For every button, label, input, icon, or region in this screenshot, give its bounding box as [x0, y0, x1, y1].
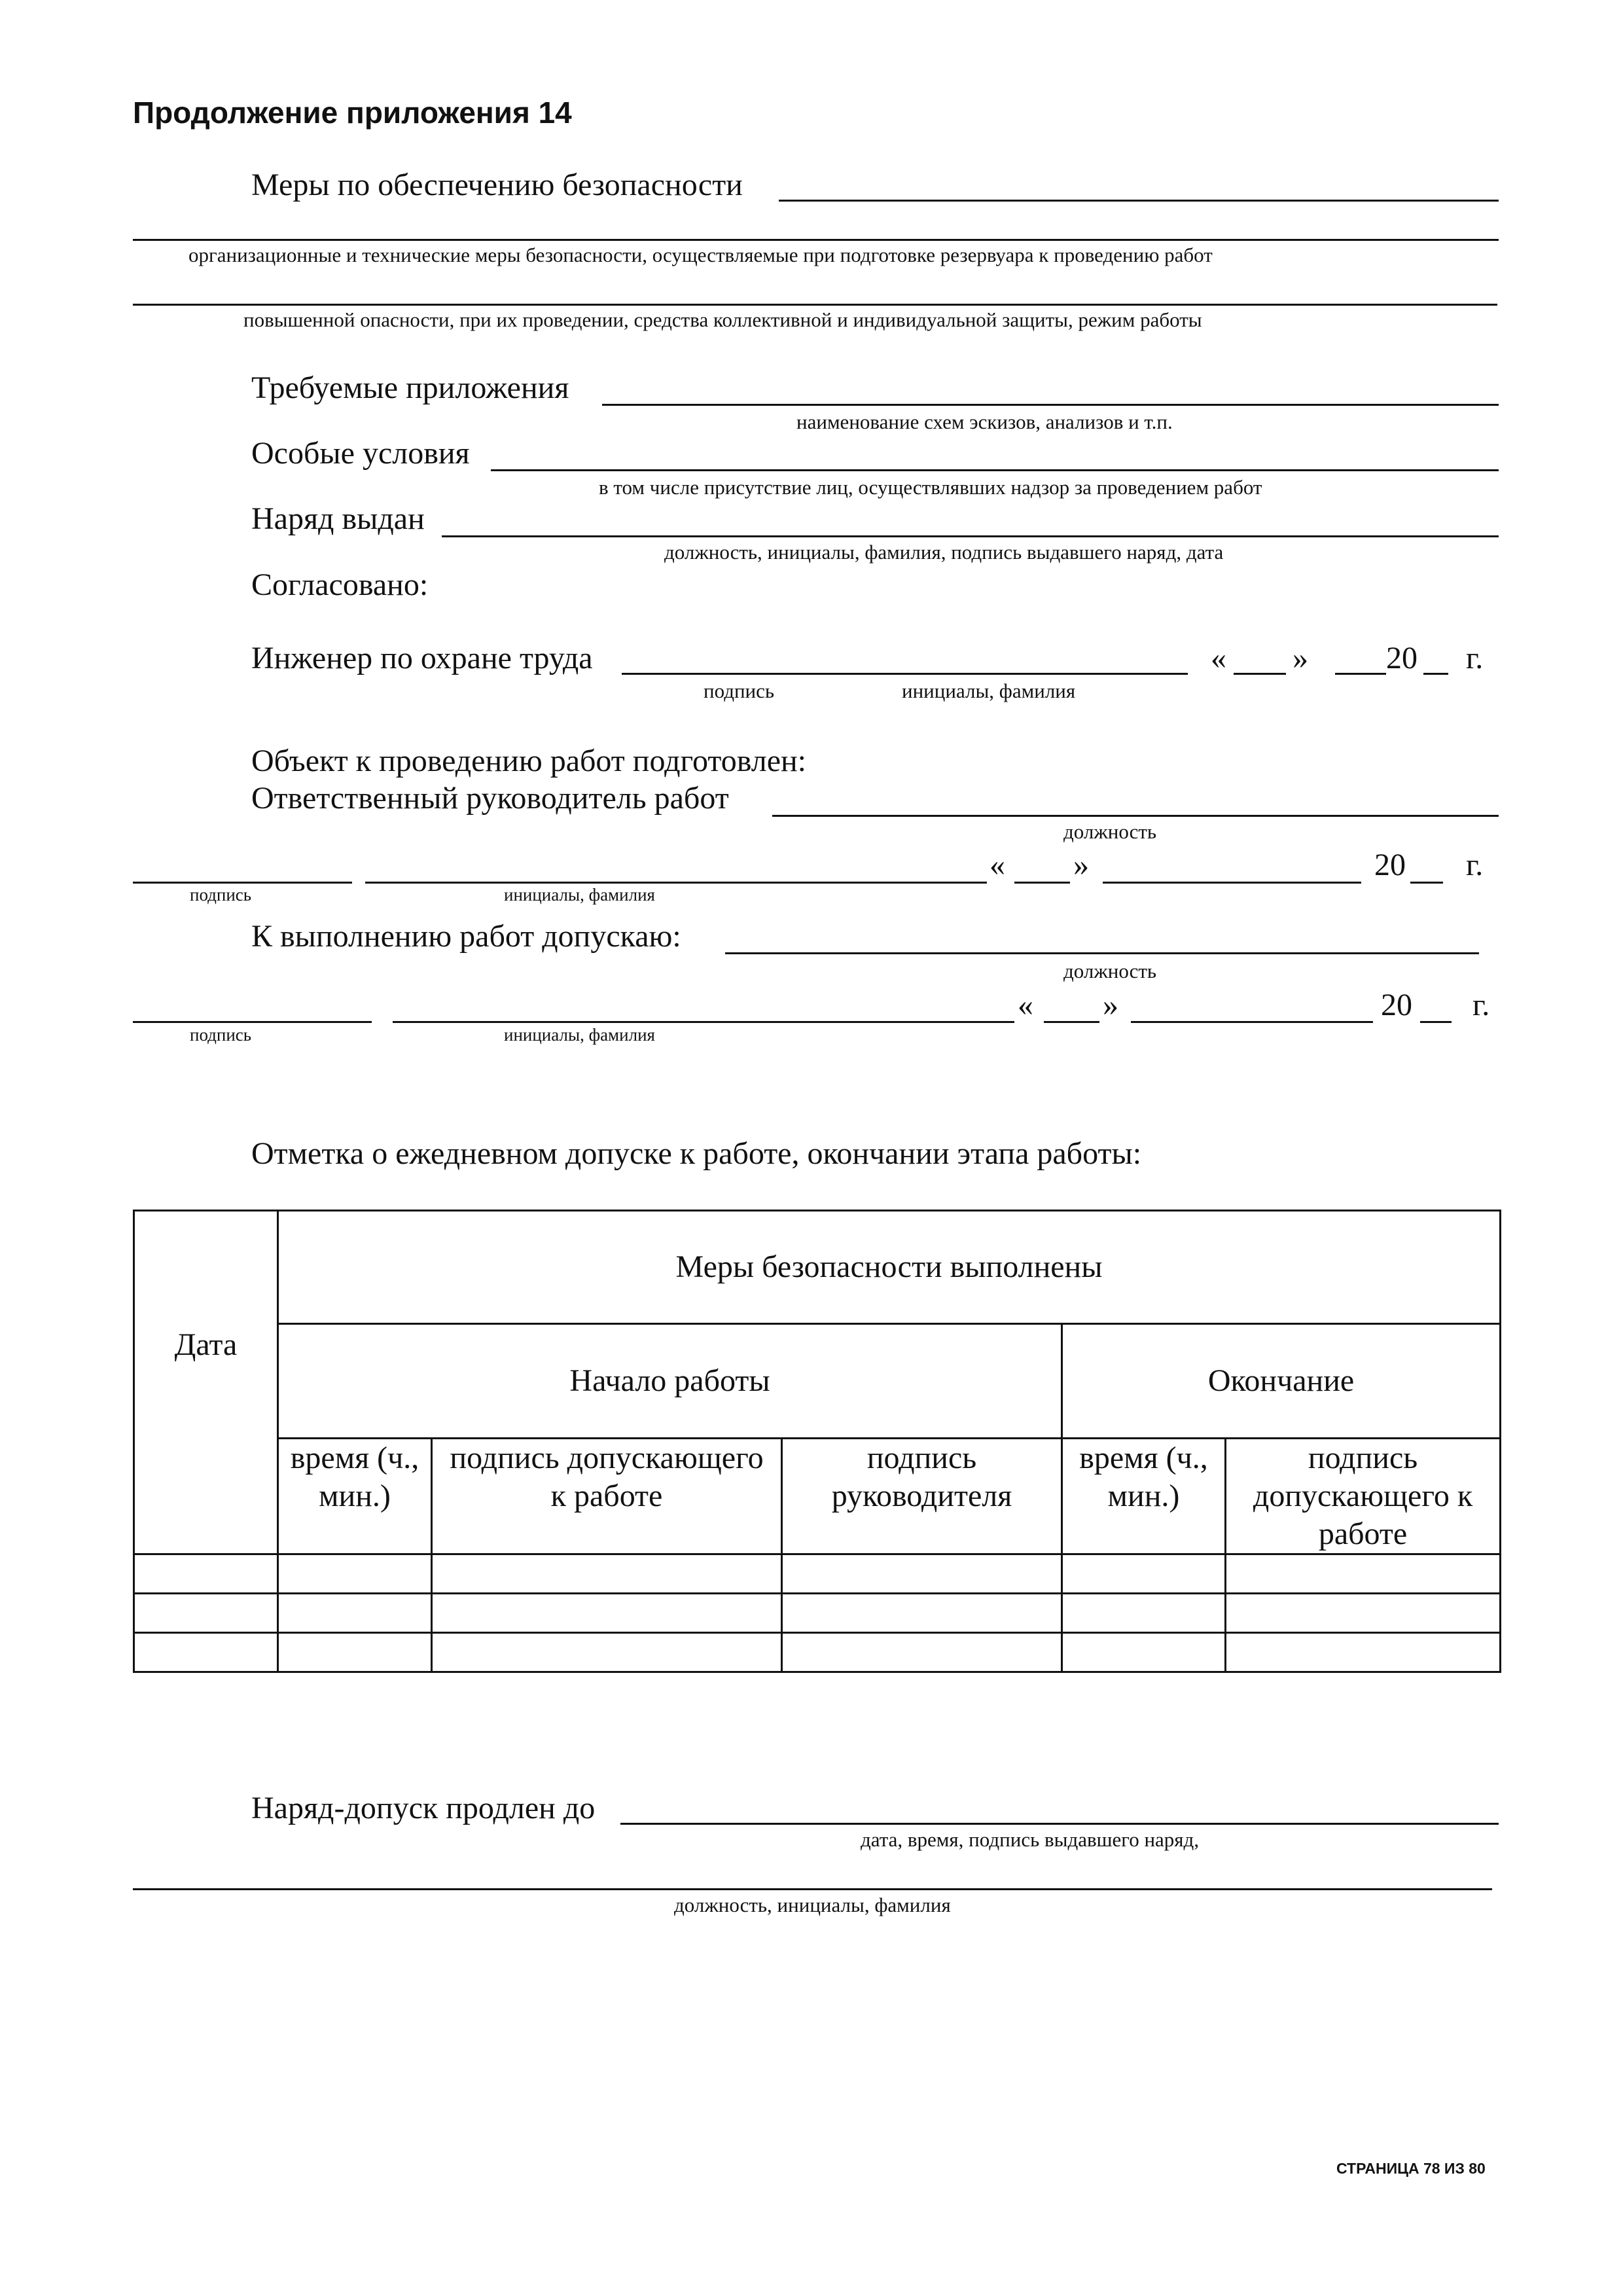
attachments-label: Требуемые приложения	[251, 370, 569, 405]
safety-caption-2: повышенной опасности, при их проведении, средства коллективной и индивидуальной защиты, режим работы	[243, 308, 1202, 331]
issued-line[interactable]	[442, 535, 1499, 537]
header-start-sign-head: подпись руководителя	[782, 1439, 1062, 1554]
engineer-year: 20	[1386, 641, 1418, 675]
cell-start-sign-admit[interactable]	[432, 1633, 782, 1672]
cell-start-time[interactable]	[278, 1633, 432, 1672]
cell-start-sign-admit[interactable]	[432, 1594, 782, 1633]
header-end-time: время (ч., мин.)	[1062, 1439, 1226, 1554]
table-row	[134, 1633, 1501, 1672]
prepared-day-line[interactable]	[1014, 882, 1070, 884]
engineer-year-line[interactable]	[1423, 673, 1448, 675]
engineer-quote-open: «	[1211, 641, 1226, 675]
table-row	[134, 1554, 1501, 1594]
safety-line-3[interactable]	[133, 304, 1497, 306]
prepared-quote-close: »	[1073, 848, 1089, 882]
issued-label: Наряд выдан	[251, 501, 425, 536]
admit-year-suffix: г.	[1472, 988, 1490, 1022]
table-row	[134, 1594, 1501, 1633]
header-date: Дата	[134, 1211, 278, 1554]
admit-month-line[interactable]	[1131, 1021, 1373, 1023]
cell-date[interactable]	[134, 1554, 278, 1594]
admit-quote-close: »	[1103, 988, 1118, 1022]
admit-day-line[interactable]	[1044, 1021, 1099, 1023]
prepared-label: Ответственный руководитель работ	[251, 781, 729, 816]
extended-line-1[interactable]	[620, 1823, 1499, 1825]
cell-date[interactable]	[134, 1594, 278, 1633]
admit-quote-open: «	[1018, 988, 1033, 1022]
special-conditions-label: Особые условия	[251, 436, 470, 471]
header-start-time: время (ч., мин.)	[278, 1439, 432, 1554]
safety-label: Меры по обеспечению безопасности	[251, 168, 743, 202]
safety-line-1[interactable]	[779, 200, 1499, 202]
admit-caption-name: инициалы, фамилия	[504, 1025, 655, 1045]
header-start: Начало работы	[278, 1324, 1062, 1439]
cell-end-sign-admit[interactable]	[1226, 1594, 1501, 1633]
prepared-name-line[interactable]	[365, 882, 987, 884]
prepared-year-line[interactable]	[1410, 882, 1443, 884]
admit-year: 20	[1381, 988, 1412, 1022]
engineer-year-suffix: г.	[1466, 641, 1484, 675]
cell-start-sign-head[interactable]	[782, 1633, 1062, 1672]
prepared-signature-line[interactable]	[133, 882, 352, 884]
daily-admission-table	[133, 1210, 1501, 1673]
extended-caption-2: должность, инициалы, фамилия	[674, 1893, 951, 1916]
issued-caption: должность, инициалы, фамилия, подпись выдавшего наряд, дата	[664, 541, 1224, 564]
engineer-caption-name: инициалы, фамилия	[902, 679, 1076, 702]
prepared-month-line[interactable]	[1103, 882, 1361, 884]
engineer-quote-close: »	[1293, 641, 1308, 675]
extended-label: Наряд-допуск продлен до	[251, 1791, 596, 1825]
prepared-caption-position: должность	[1063, 820, 1157, 843]
engineer-signature-line[interactable]	[622, 673, 1188, 675]
extended-line-2[interactable]	[133, 1888, 1492, 1890]
cell-end-sign-admit[interactable]	[1226, 1554, 1501, 1594]
prepared-caption-name: инициалы, фамилия	[504, 885, 655, 905]
attachments-line[interactable]	[602, 404, 1499, 406]
cell-date[interactable]	[134, 1633, 278, 1672]
cell-start-sign-admit[interactable]	[432, 1554, 782, 1594]
cell-start-time[interactable]	[278, 1554, 432, 1594]
special-conditions-line[interactable]	[491, 469, 1499, 471]
engineer-caption-signature: подпись	[704, 679, 775, 702]
engineer-label: Инженер по охране труда	[251, 641, 593, 675]
admit-year-line[interactable]	[1420, 1021, 1452, 1023]
admit-position-line[interactable]	[725, 952, 1479, 954]
admit-caption-signature: подпись	[190, 1025, 252, 1045]
cell-end-time[interactable]	[1062, 1633, 1226, 1672]
prepared-heading: Объект к проведению работ подготовлен:	[251, 744, 807, 778]
cell-start-sign-head[interactable]	[782, 1594, 1062, 1633]
extended-caption-1: дата, время, подпись выдавшего наряд,	[861, 1828, 1200, 1851]
prepared-caption-signature: подпись	[190, 885, 252, 905]
prepared-year-suffix: г.	[1466, 848, 1484, 882]
header-end: Окончание	[1062, 1324, 1501, 1439]
page-title: Продолжение приложения 14	[133, 96, 572, 130]
header-measures: Меры безопасности выполнены	[278, 1211, 1501, 1324]
prepared-position-line[interactable]	[772, 815, 1499, 817]
agreed-label: Согласовано:	[251, 567, 429, 602]
safety-line-2[interactable]	[133, 239, 1499, 241]
cell-end-sign-admit[interactable]	[1226, 1633, 1501, 1672]
cell-start-sign-head[interactable]	[782, 1554, 1062, 1594]
cell-end-time[interactable]	[1062, 1554, 1226, 1594]
prepared-quote-open: «	[990, 848, 1005, 882]
cell-start-time[interactable]	[278, 1594, 432, 1633]
admit-label: К выполнению работ допускаю:	[251, 919, 681, 954]
header-end-sign-admit: подпись допускающего к работе	[1226, 1439, 1501, 1554]
admit-caption-position: должность	[1063, 960, 1157, 982]
admit-name-line[interactable]	[393, 1021, 1014, 1023]
engineer-month-line[interactable]	[1335, 673, 1386, 675]
safety-caption-1: организационные и технические меры безопасности, осуществляемые при подготовке резервуара к проведению работ	[188, 243, 1213, 266]
cell-end-time[interactable]	[1062, 1594, 1226, 1633]
engineer-day-line[interactable]	[1234, 673, 1286, 675]
header-start-sign-admit: подпись допускающего к работе	[432, 1439, 782, 1554]
prepared-year: 20	[1374, 848, 1406, 882]
admit-signature-line[interactable]	[133, 1021, 372, 1023]
daily-heading: Отметка о ежедневном допуске к работе, окончании этапа работы:	[251, 1136, 1142, 1171]
special-conditions-caption: в том числе присутствие лиц, осуществлявших надзор за проведением работ	[599, 476, 1262, 499]
attachments-caption: наименование схем эскизов, анализов и т.п.	[796, 410, 1173, 433]
page-number: СТРАНИЦА 78 ИЗ 80	[1336, 2160, 1486, 2177]
